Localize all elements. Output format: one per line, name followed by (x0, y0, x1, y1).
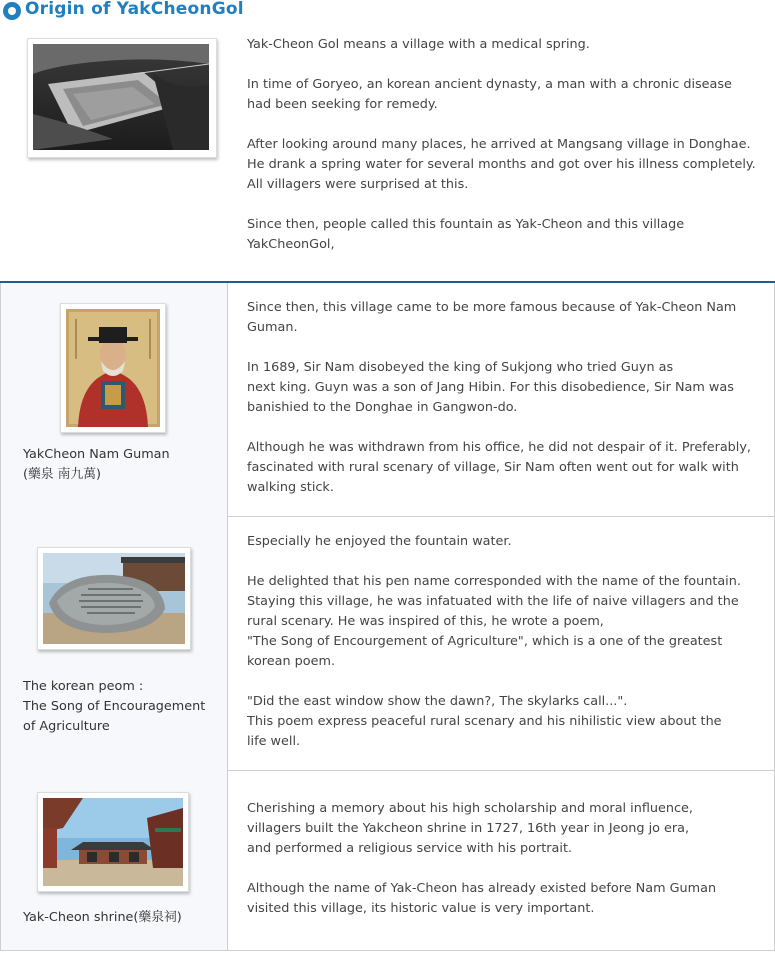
table-row (0, 770, 775, 951)
row-text-block (247, 799, 767, 919)
row-image-cell (1, 770, 228, 950)
page-title: Origin of YakCheonGol (25, 0, 244, 19)
row-paragraph: In 1689, Sir Nam disobeyed the king of Sukjong who tried Guyn as next king. Guyn was a son of Jang Hibin. For this disobedience, Sir Nam was banishied to the Donghae in Gangwon-do. (247, 360, 734, 415)
shrine-photo (37, 792, 189, 892)
intro-paragraph: Since then, people called this fountain as Yak-Cheon and this village YakCheonGol, (247, 217, 685, 252)
row-paragraph: "Did the east window show the dawn?, The skylarks call...". This poem express peaceful rural scenary and his nihilistic view about the life well. (247, 694, 722, 749)
bullet-circle-icon (3, 2, 21, 20)
row-paragraph: Although the name of Yak-Cheon has already existed before Nam Guman visited this village, its historic value is very important. (247, 881, 717, 916)
table-row (0, 283, 775, 517)
table-row (0, 516, 775, 771)
row-text-block (247, 532, 767, 752)
row-image-cell (1, 516, 228, 770)
row-caption: The korean peom : The Song of Encouragement of Agriculture (23, 679, 206, 734)
row-text-block (247, 298, 767, 498)
intro-paragraph: In time of Goryeo, an korean ancient dynasty, a man with a chronic disease had been seeking for remedy. (247, 77, 732, 112)
section-title-bar (0, 0, 775, 22)
intro-text-block (247, 35, 767, 255)
poem-stone-photo (37, 547, 191, 650)
row-image-cell (1, 283, 228, 516)
row-paragraph: Especially he enjoyed the fountain water. (247, 534, 512, 549)
row-caption: YakCheon Nam Guman (藥泉 南九萬) (23, 447, 170, 482)
row-paragraph: Although he was withdrawn from his office, he did not despair of it. Preferably, fascinated with rural scenary of village, Sir Nam often went out for walk with walking stick. (247, 440, 752, 495)
row-paragraph: Cherishing a memory about his high scholarship and moral influence, villagers built the Yakcheon shrine in 1727, 16th year in Jeong jo era, and performed a religious service with his portrait. (247, 801, 693, 856)
portrait-photo (60, 303, 166, 433)
intro-paragraph: Yak-Cheon Gol means a village with a medical spring. (247, 37, 590, 52)
row-paragraph: Since then, this village came to be more famous because of Yak-Cheon Nam Guman. (247, 300, 737, 335)
spring-photo (27, 38, 217, 158)
row-paragraph: He delighted that his pen name corresponded with the name of the fountain. Staying this village, he was infatuated with the life of naive villagers and the rural scenary. He was inspired of this, he wrote a poem, "The Song of Encourgement of Agriculture", which is a one of the greatest korean poem. (247, 574, 741, 669)
intro-paragraph: After looking around many places, he arrived at Mangsang village in Donghae. He drank a spring water for several months and got over his illness completely. All villagers were surprised at this. (247, 137, 756, 192)
row-caption: Yak-Cheon shrine(藥泉祠) (23, 910, 182, 925)
